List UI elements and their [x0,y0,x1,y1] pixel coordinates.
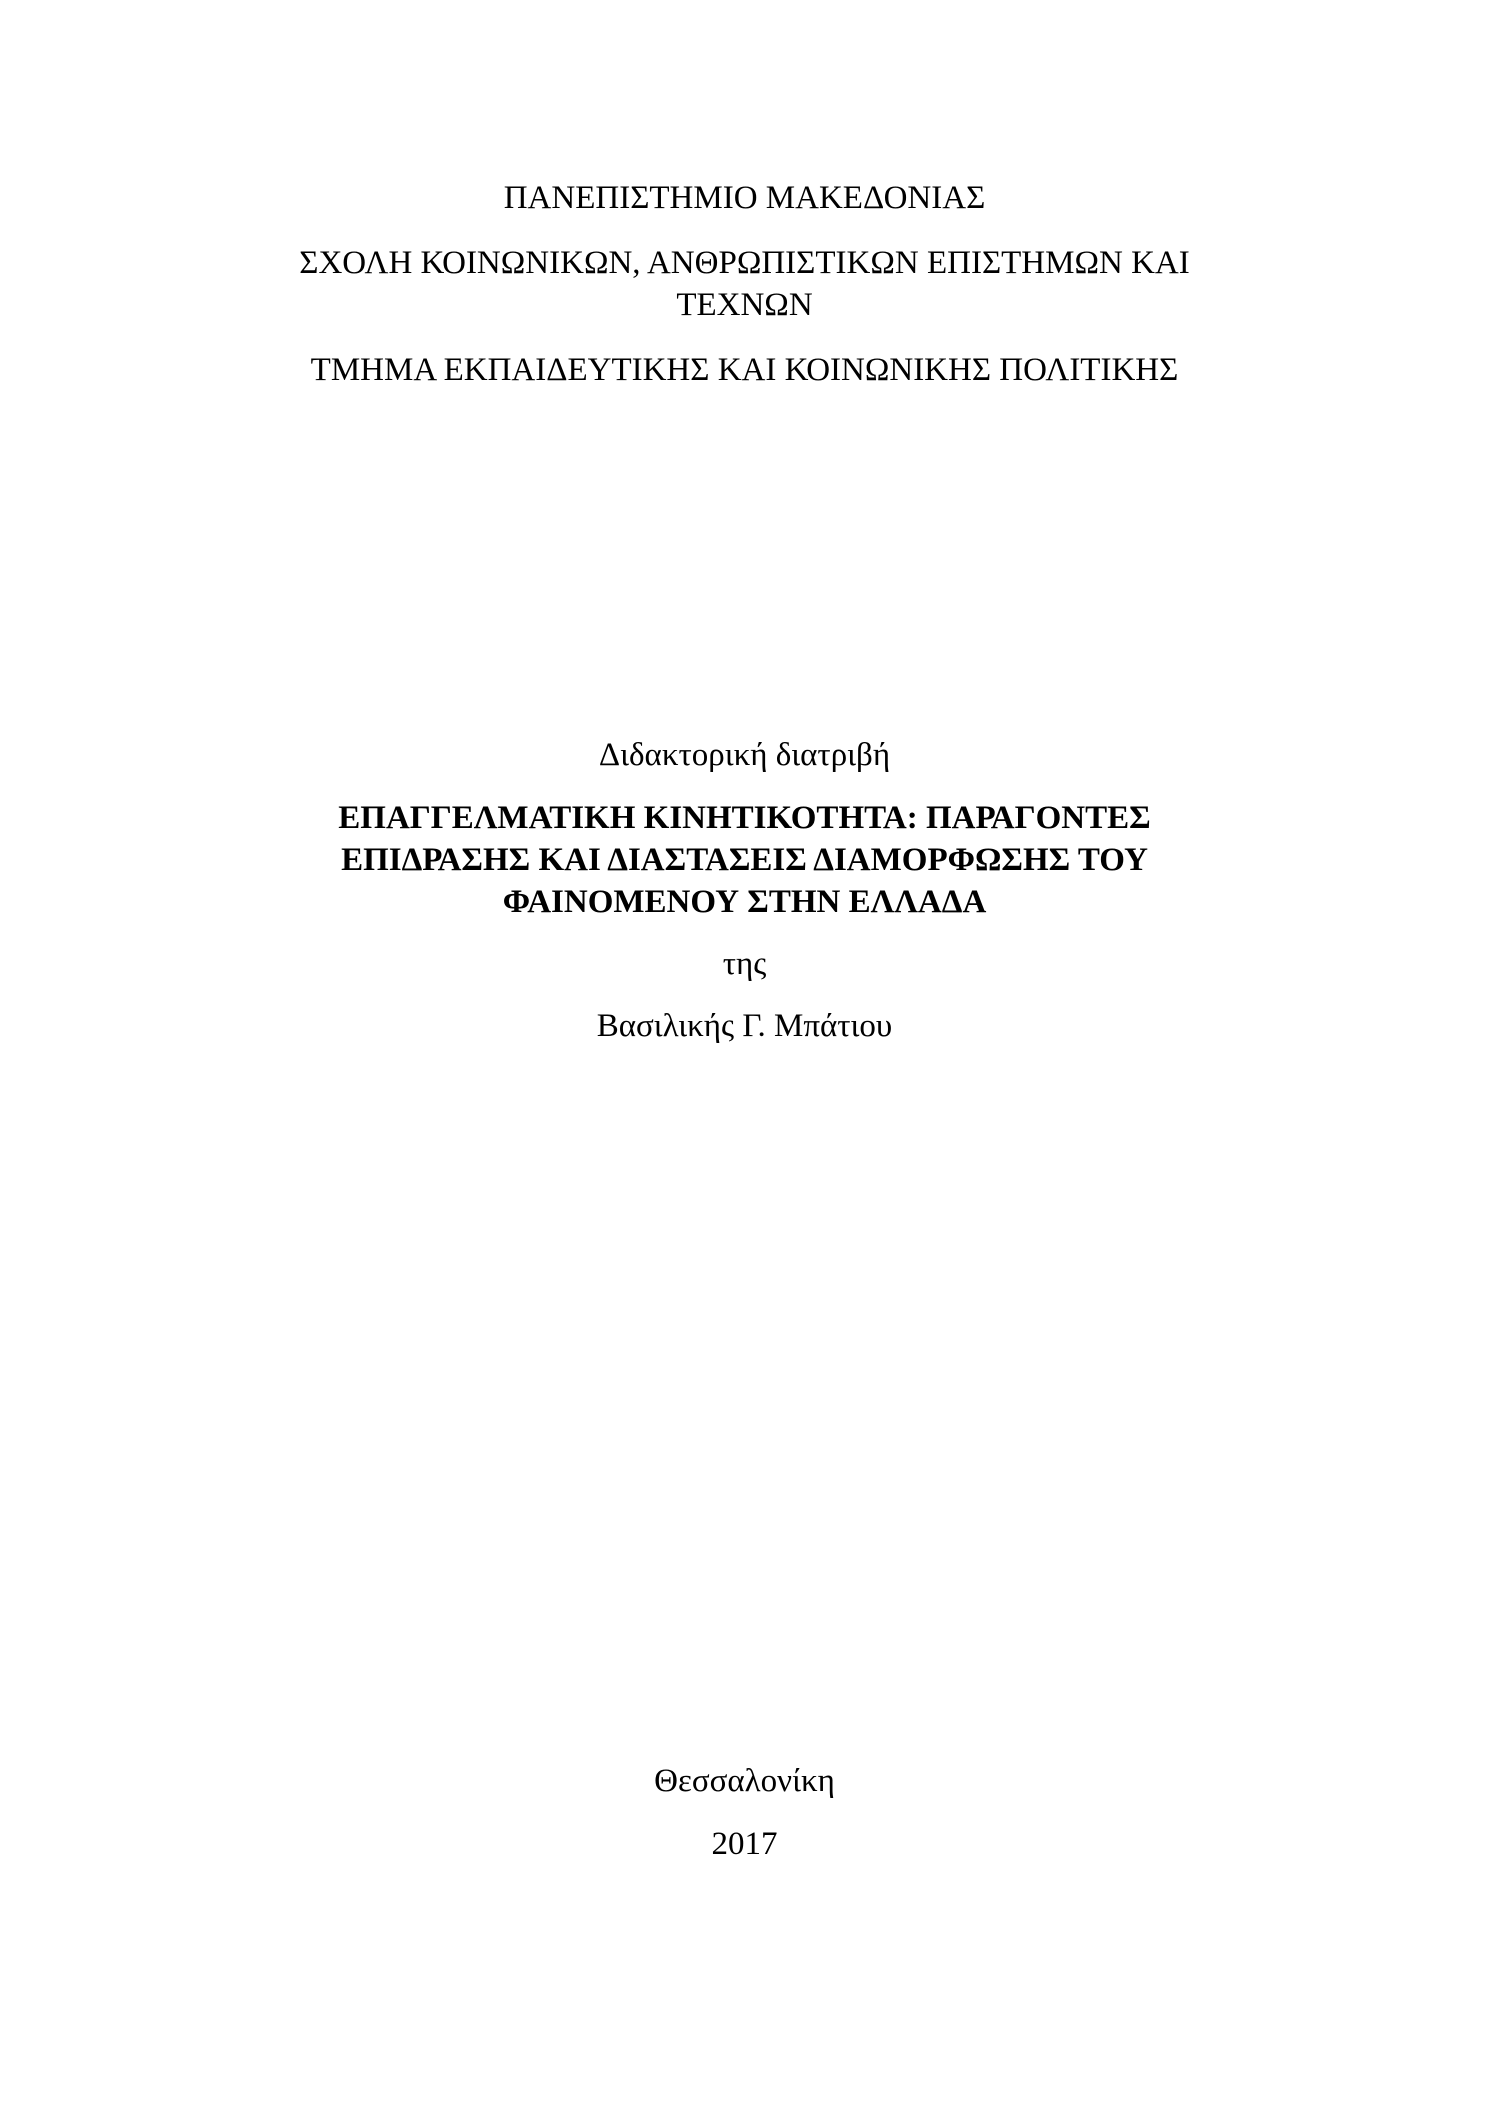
school-name-line-2: ΤΕΧΝΩΝ [676,287,813,323]
author-name: Βασιλικής Γ. Μπάτιου [596,1008,893,1044]
department-name: ΤΜΗΜΑ ΕΚΠΑΙΔΕΥΤΙΚΗΣ ΚΑΙ ΚΟΙΝΩΝΙΚΗΣ ΠΟΛΙΤΙΚΗΣ [310,352,1179,388]
school-name-line-1: ΣΧΟΛΗ ΚΟΙΝΩΝΙΚΩΝ, ΑΝΘΡΩΠΙΣΤΙΚΩΝ ΕΠΙΣΤΗΜΩΝ ΚΑΙ [299,245,1190,281]
city: Θεσσαλονίκη [654,1763,835,1799]
thesis-title-line-2: ΕΠΙΔΡΑΣΗΣ ΚΑΙ ΔΙΑΣΤΑΣΕΙΣ ΔΙΑΜΟΡΦΩΣΗΣ ΤΟΥ [341,842,1148,878]
year: 2017 [711,1826,778,1862]
university-name: ΠΑΝΕΠΙΣΤΗΜΙΟ ΜΑΚΕΔΟΝΙΑΣ [503,180,986,216]
thesis-title-line-3: ΦΑΙΝΟΜΕΝΟΥ ΣΤΗΝ ΕΛΛΑΔΑ [502,884,987,920]
author-preposition: της [722,946,767,982]
thesis-type: Διδακτορική διατριβή [598,737,891,773]
thesis-title-line-1: ΕΠΑΓΓΕΛΜΑΤΙΚΗ ΚΙΝΗΤΙΚΟΤΗΤΑ: ΠΑΡΑΓΟΝΤΕΣ [338,800,1151,836]
